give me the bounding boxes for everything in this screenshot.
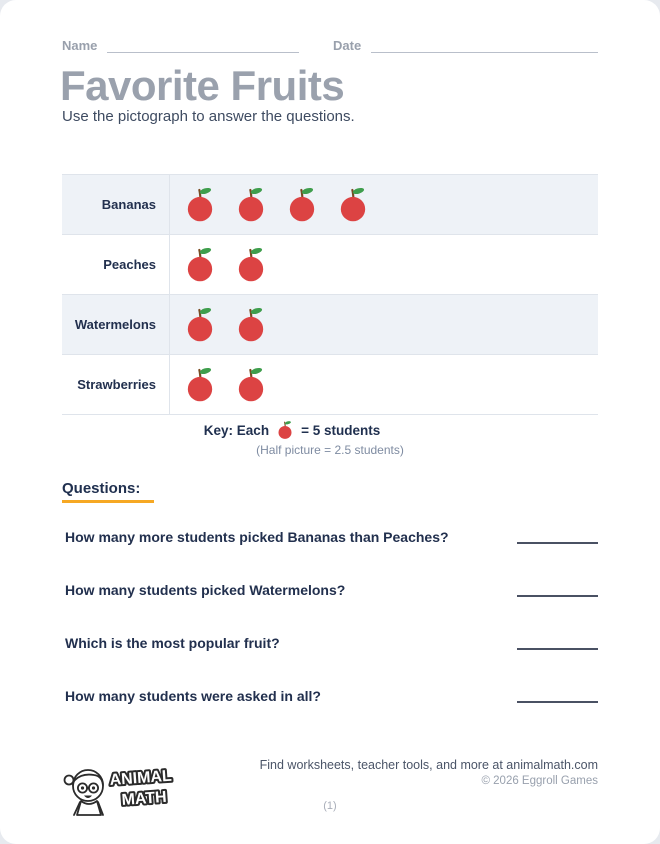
apple-icon (236, 306, 266, 343)
apple-icon (236, 186, 266, 223)
pictograph-row-icons (170, 186, 368, 223)
apple-icon (236, 246, 266, 283)
pictograph-row-label: Peaches (62, 235, 170, 294)
questions-section (62, 480, 598, 737)
answer-blank-line (517, 530, 598, 544)
question-row (62, 631, 598, 651)
name-field (62, 38, 333, 53)
pictograph-row (62, 174, 598, 234)
pictograph-row (62, 294, 598, 354)
page-subtitle: Use the pictograph to answer the questions. (62, 108, 355, 125)
question-row (62, 525, 598, 545)
footer-info-line: Find worksheets, teacher tools, and more at animalmath.com (259, 758, 598, 772)
pictograph-row-label: Strawberries (62, 355, 170, 414)
apple-icon (185, 186, 215, 223)
apple-icon (185, 246, 215, 283)
apple-icon (287, 186, 317, 223)
apple-icon (185, 366, 215, 403)
apple-icon (338, 186, 368, 223)
pictograph-row (62, 234, 598, 294)
answer-blank-line (517, 636, 598, 650)
pictograph-row-icons (170, 306, 266, 343)
question-text: Which is the most popular fruit? (65, 635, 280, 651)
key-note: (Half picture = 2.5 students) (256, 443, 404, 457)
key-suffix: = 5 students (301, 422, 381, 438)
question-row (62, 578, 598, 598)
logo-text-math: MATH (121, 788, 168, 809)
key-line (24, 420, 560, 440)
page-title: Favorite Fruits (60, 62, 345, 109)
footer-copyright: © 2026 Eggroll Games (481, 775, 598, 787)
date-field (333, 38, 598, 53)
apple-icon (236, 366, 266, 403)
questions-heading: Questions: (62, 480, 154, 503)
key-prefix: Key: Each (203, 422, 270, 438)
question-text: How many students picked Watermelons? (65, 582, 346, 598)
header-fields (62, 38, 598, 53)
date-label: Date (333, 38, 362, 53)
questions-list (62, 525, 598, 704)
pictograph-row-icons (170, 246, 266, 283)
name-blank-line (107, 38, 299, 53)
date-blank-line (371, 38, 598, 53)
question-text: How many more students picked Bananas than Peaches? (65, 529, 449, 545)
page-number: (1) (323, 800, 337, 812)
question-text: How many students were asked in all? (65, 688, 321, 704)
apple-icon (185, 306, 215, 343)
pictograph-row-label: Watermelons (62, 295, 170, 354)
pictograph-row-icons (170, 366, 266, 403)
footer-info-block (260, 758, 598, 787)
pictograph-table (62, 174, 598, 415)
answer-blank-line (517, 689, 598, 703)
name-label: Name (62, 38, 98, 53)
pictograph-row-label: Bananas (62, 175, 170, 234)
logo-text-animal: ANIMAL (109, 767, 173, 789)
apple-icon (277, 420, 293, 440)
answer-blank-line (517, 583, 598, 597)
pictograph-row (62, 354, 598, 414)
pictograph-key (62, 420, 598, 457)
question-row (62, 684, 598, 704)
